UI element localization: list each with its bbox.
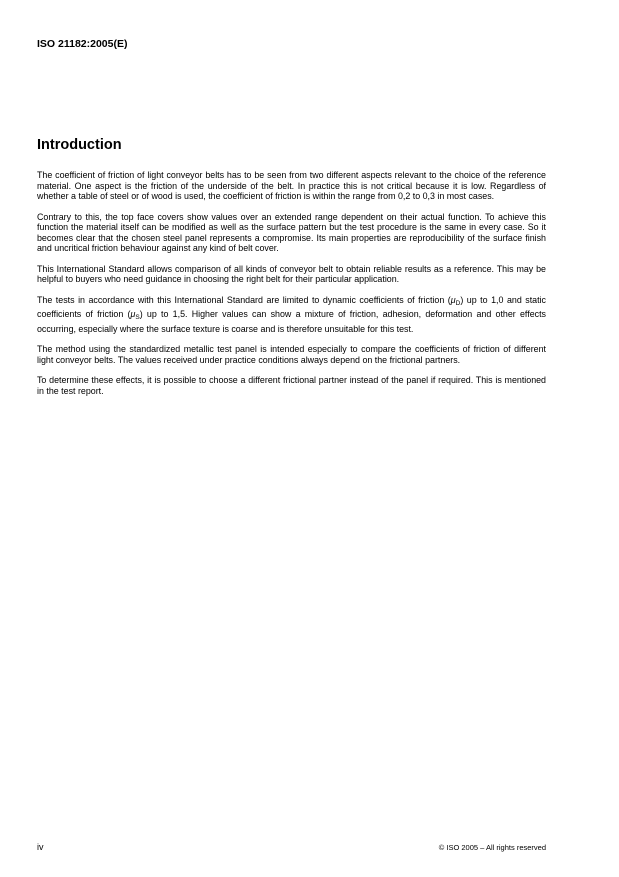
paragraph-4-part-3: ) up to 1,5. Higher values can show a mixture of friction, adhesion, deformation and other effects occurring, especially where the surface texture is coarse and is therefore unsuitable for this test. <box>37 309 546 334</box>
subscript-s: S <box>135 314 140 321</box>
section-title: Introduction <box>37 137 122 153</box>
paragraph-4-part-1: The tests in accordance with this International Standard are limited to dynamic coefficients of friction ( <box>37 294 451 305</box>
page-number: iv <box>37 842 44 852</box>
paragraph-5: The method using the standardized metallic test panel is intended especially to compare the coefficients of friction of different light conveyor belts. The values received under practice conditions always depend on the frictional partners. <box>37 344 546 365</box>
mu-symbol-dynamic: μ <box>450 294 456 305</box>
paragraph-6: To determine these effects, it is possible to choose a different frictional partner instead of the panel if required. This is mentioned in the test report. <box>37 375 546 396</box>
paragraph-2: Contrary to this, the top face covers show values over an extended range dependent on their actual function. To achieve this function the material itself can be modified as well as the surface pattern but the test procedure is the same in every case. So it becomes clear that the chosen steel panel represents a compromise. Its main properties are reproducibility of the surface finish and uncritical friction behaviour against any kind of belt cover. <box>37 211 546 253</box>
paragraph-4-part-2: ) up to 1,0 and static coefficients of friction ( <box>37 294 546 319</box>
copyright-notice: © ISO 2005 – All rights reserved <box>438 843 546 852</box>
document-body <box>37 170 546 406</box>
paragraph-1: The coefficient of friction of light conveyor belts has to be seen from two different aspects relevant to the choice of the reference material. One aspect is the friction of the underside of the belt. In practice this is not critical because it is low. Regardless of whether a table of steel or of wood is used, the coefficient of friction is within the range from 0,2 to 0,3 in most cases. <box>37 170 546 201</box>
mu-symbol-static: μ <box>130 309 136 319</box>
document-id: ISO 21182:2005(E) <box>37 38 128 50</box>
paragraph-4 <box>37 295 546 335</box>
subscript-d: D <box>455 299 461 307</box>
paragraph-3: This International Standard allows comparison of all kinds of conveyor belt to obtain reliable results as a reference. This may be helpful to buyers who need guidance in choosing the right belt for their particular application. <box>37 263 546 284</box>
